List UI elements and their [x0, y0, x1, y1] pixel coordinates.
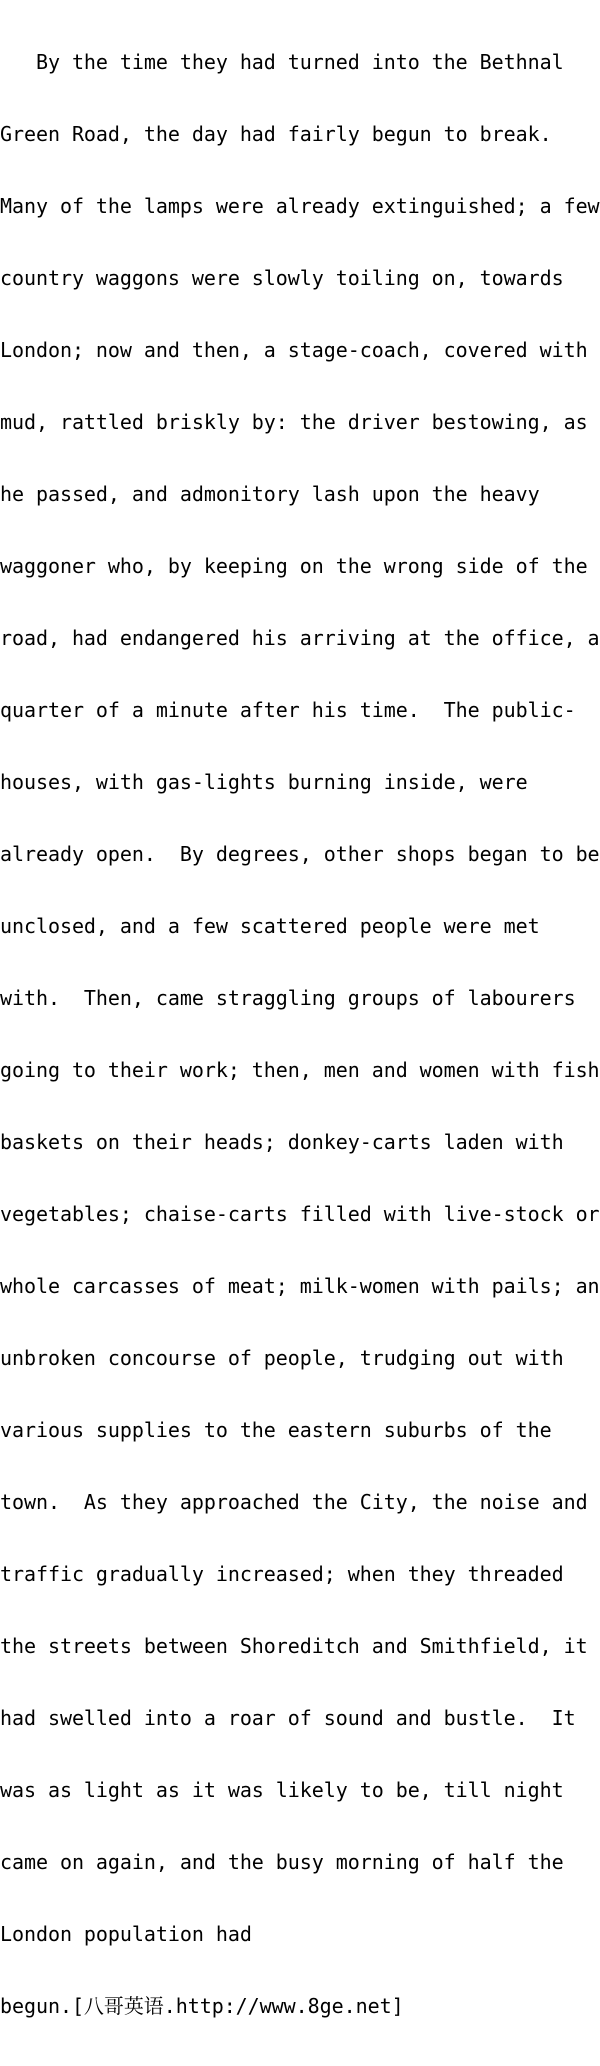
- text-line: unclosed, and a few scattered people were met: [0, 914, 540, 938]
- text-line: By the time they had turned into the Bethnal: [0, 50, 564, 74]
- text-line: Green Road, the day had fairly begun to break.: [0, 122, 552, 146]
- text-line: already open. By degrees, other shops began to be: [0, 842, 600, 866]
- body-text: [0, 2, 600, 2066]
- text-line: he passed, and admonitory lash upon the heavy: [0, 482, 540, 506]
- text-line: houses, with gas-lights burning inside, were: [0, 770, 528, 794]
- text-line: various supplies to the eastern suburbs of the: [0, 1418, 552, 1442]
- text-line: London population had: [0, 1922, 252, 1946]
- text-line: going to their work; then, men and women with fish: [0, 1058, 600, 1082]
- text-line: waggoner who, by keeping on the wrong side of the: [0, 554, 588, 578]
- source-link-line: begun.[八哥英语.http://www.8ge.net]: [0, 1994, 404, 2018]
- text-line: the streets between Shoreditch and Smithfield, it: [0, 1634, 588, 1658]
- text-line: was as light as it was likely to be, till night: [0, 1778, 564, 1802]
- text-line: unbroken concourse of people, trudging out with: [0, 1346, 564, 1370]
- text-line: traffic gradually increased; when they threaded: [0, 1562, 564, 1586]
- text-line: vegetables; chaise-carts filled with live-stock or: [0, 1202, 600, 1226]
- text-line: whole carcasses of meat; milk-women with pails; an: [0, 1274, 600, 1298]
- text-line: mud, rattled briskly by: the driver bestowing, as: [0, 410, 588, 434]
- text-line: baskets on their heads; donkey-carts laden with: [0, 1130, 564, 1154]
- text-line: country waggons were slowly toiling on, towards: [0, 266, 564, 290]
- text-line: came on again, and the busy morning of half the: [0, 1850, 564, 1874]
- text-line: with. Then, came straggling groups of labourers: [0, 986, 576, 1010]
- text-line: Many of the lamps were already extinguished; a few: [0, 194, 600, 218]
- text-line: had swelled into a roar of sound and bustle. It: [0, 1706, 576, 1730]
- text-line: quarter of a minute after his time. The public-: [0, 698, 576, 722]
- text-line: London; now and then, a stage-coach, covered with: [0, 338, 588, 362]
- text-line: road, had endangered his arriving at the office, a: [0, 626, 600, 650]
- text-line: town. As they approached the City, the noise and: [0, 1490, 588, 1514]
